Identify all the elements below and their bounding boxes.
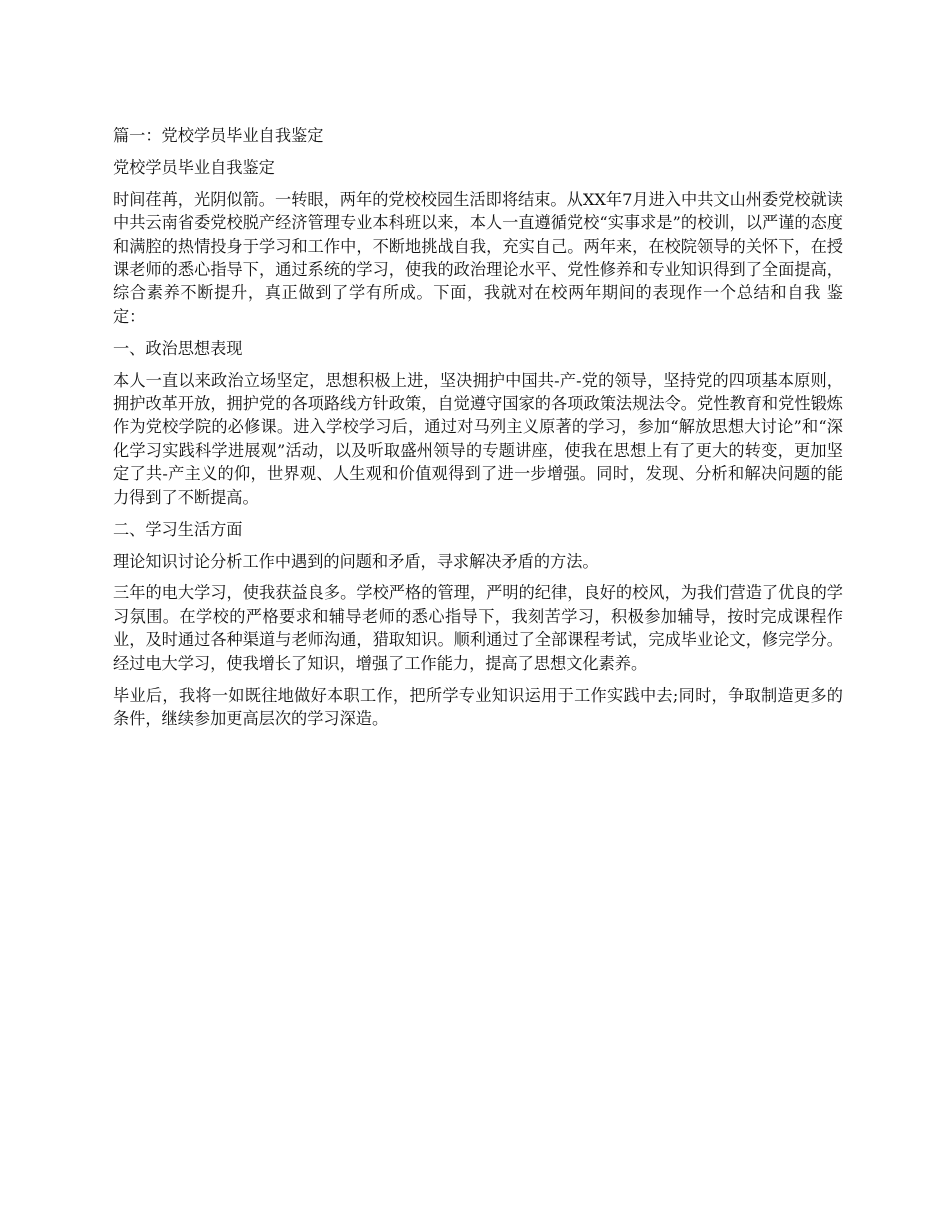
- document-title: 党校学员毕业自我鉴定: [113, 157, 275, 177]
- document-page: [113, 124, 843, 739]
- document-heading: 篇一：党校学员毕业自我鉴定: [113, 126, 324, 145]
- intro-paragraph: 时间荏苒，光阴似箭。一转眼，两年的党校校园生活即将结束。从XX年7月进入中共文山州委党校就读中共云南省委党校脱产经济管理专业本科班以来，本人一直遵循党校“实事求是”的校训，以严谨的态度和满腔的热情投身于学习和工作中，不断地挑战自我，充实自己。两年来，在校院领导的关怀下，在授课老师的悉心指导下，通过系统的学习，使我的政治理论水平、党性修养和专业知识得到了全面提高，综合素养不断提升，真正做到了学有所成。下面，我就对在校两年期间的表现作一个总结和自我 鉴定：: [113, 189, 843, 326]
- section-heading-political: 一、政治思想表现: [113, 338, 243, 358]
- section-heading-study: 二、学习生活方面: [113, 519, 243, 539]
- study-paragraph-2: 三年的电大学习，使我获益良多。学校严格的管理，严明的纪律，良好的校风，为我们营造了优良的学习氛围。在学校的严格要求和辅导老师的悉心指导下，我刻苦学习，积极参加辅导，按时完成课程作业，及时通过各种渠道与老师沟通，猎取知识。顺利通过了全部课程考试，完成毕业论文，修完学分。经过电大学习，使我增长了知识，增强了工作能力，提高了思想文化素养。: [113, 583, 843, 673]
- study-paragraph-1: 理论知识讨论分析工作中遇到的问题和矛盾，寻求解决矛盾的方法。: [113, 551, 599, 571]
- closing-paragraph: 毕业后，我将一如既往地做好本职工作，把所学专业知识运用于工作实践中去;同时，争取制造更多的条件，继续参加更高层次的学习深造。: [113, 685, 843, 728]
- political-paragraph: 本人一直以来政治立场坚定，思想积极上进，坚决拥护中国共-产-党的领导，坚持党的四项基本原则，拥护改革开放，拥护党的各项路线方针政策，自觉遵守国家的各项政策法规法令。党性教育和党性锻炼作为党校学院的必修课。进入学校学习后，通过对马列主义原著的学习，参加“解放思想大讨论”和“深化学习实践科学进展观”活动，以及听取盛州领导的专题讲座，使我在思想上有了更大的转变，更加坚定了共-产主义的仰，世界观、人生观和价值观得到了进一步增强。同时，发现、分析和解决问题的能力得到了不断提高。: [113, 370, 843, 507]
